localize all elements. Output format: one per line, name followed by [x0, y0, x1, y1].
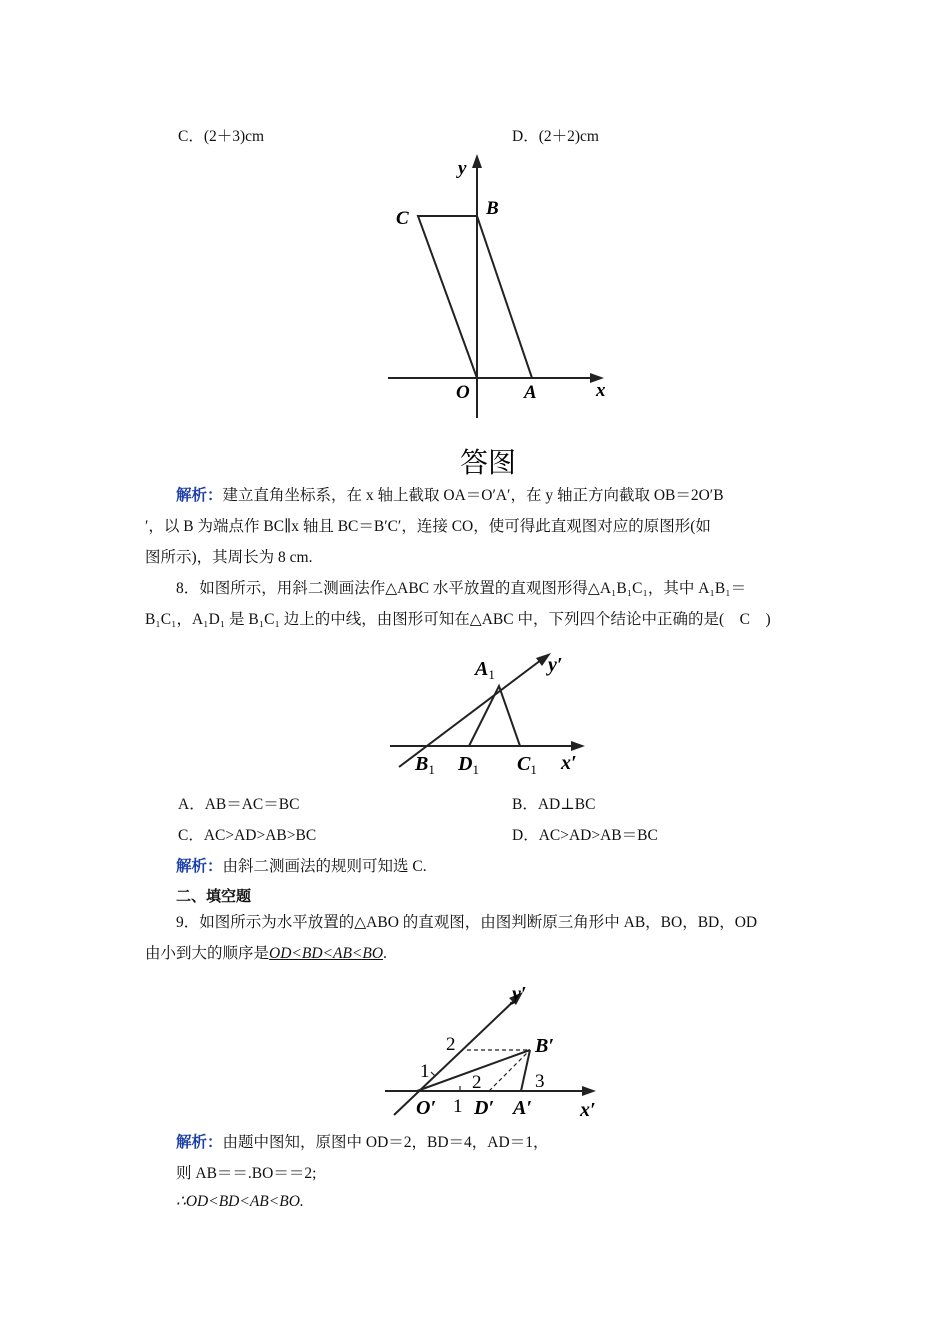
- label-c: C: [396, 208, 409, 229]
- q9-figure: [380, 975, 610, 1125]
- x-prime-arrow: [571, 741, 585, 751]
- label-d-prime: D′: [474, 1097, 495, 1119]
- label-c1: $C_1$: [517, 753, 537, 777]
- q7-solution-line2: ′，以 B 为端点作 BC∥x 轴且 BC＝B′C′，连接 CO，使可得此直观图对应的原图形(如: [145, 518, 711, 535]
- q9-line2-suffix: .: [383, 945, 387, 962]
- number-1-lower: 1: [453, 1096, 463, 1117]
- label-o: O: [456, 382, 470, 403]
- q8-option-a: A．AB＝AC＝BC: [178, 796, 300, 813]
- dashed-db: [489, 1050, 530, 1091]
- label-o-prime: O′: [416, 1097, 437, 1119]
- label-y-prime: y′: [512, 983, 527, 1005]
- q9-line2: [145, 944, 815, 964]
- label-b-prime: B′: [535, 1035, 554, 1057]
- label-b1: $B_1$: [415, 753, 435, 777]
- label-b: B: [486, 198, 499, 219]
- q7-option-c: C．(2＋3)cm: [178, 128, 265, 145]
- q9-solution-line1: [176, 1130, 548, 1152]
- q8-figure: [385, 645, 595, 785]
- q9-solution-line3: ∴OD<BD<AB<BO.: [176, 1193, 304, 1210]
- q8-option-b: B．AD⊥BC: [512, 796, 596, 813]
- q9-answer: OD<BD<AB<BO: [269, 945, 384, 962]
- q8-line1: 8．如图所示，用斜二测画法作△ABC 水平放置的直观图形得△A₁B₁C₁，其中 A₁B₁＝: [176, 580, 747, 597]
- q7-solution-line3: 图所示)，其周长为 8 cm.: [145, 549, 313, 566]
- q8-option-d: D．AC>AD>AB＝BC: [512, 827, 658, 844]
- q9-solution-line2: 则 AB＝＝.BO＝＝2;: [176, 1165, 317, 1182]
- q7-solution-text1: 建立直角坐标系，在 x 轴上截取 OA＝O′A′，在 y 轴正方向截取 OB＝2O′B: [222, 487, 724, 504]
- q8-solution: [176, 854, 427, 876]
- label-a: A: [524, 382, 537, 403]
- solution-label: 解析：: [176, 487, 223, 504]
- figure-caption: 答图: [460, 448, 517, 479]
- label-x: x: [596, 380, 606, 401]
- label-a1: $A_1$: [475, 658, 495, 682]
- q8-option-c: C．AC>AD>AB>BC: [178, 827, 317, 844]
- q9-line2-prefix: 由小到大的顺序是: [145, 945, 270, 962]
- label-d1: $D_1$: [458, 753, 479, 777]
- label-x-prime: x′: [580, 1099, 596, 1121]
- q8-solution-text: 由斜二测画法的规则可知选 C.: [222, 858, 427, 875]
- number-2-lower: 2: [472, 1072, 482, 1093]
- q9-line1: 9．如图所示为水平放置的△ABO 的直观图，由图判断原三角形中 AB，BO，BD，OD: [176, 914, 758, 931]
- y-axis-arrow: [472, 154, 482, 168]
- q7-solution-line1: [145, 486, 815, 506]
- side-ba: [521, 1050, 530, 1091]
- q9-solution-text1: 由题中图知，原图中 OD＝2，BD＝4，AD＝1，: [222, 1134, 549, 1151]
- solution-label: 解析：: [176, 1134, 223, 1151]
- x-prime-arrow: [582, 1086, 596, 1096]
- label-y: y: [458, 158, 467, 179]
- number-1-upper: 1: [420, 1061, 430, 1082]
- label-x-prime: x′: [561, 752, 577, 774]
- section-heading: 二、填空题: [176, 887, 252, 905]
- solution-label: 解析：: [176, 858, 223, 875]
- q8-line2: B₁C₁，A₁D₁ 是 B₁C₁ 边上的中线，由图形可知在△ABC 中，下列四个结论中正确的是( C ): [145, 611, 771, 628]
- label-a-prime: A′: [513, 1097, 532, 1119]
- label-y-prime: y′: [548, 654, 563, 676]
- parallelogram-oabc: [418, 216, 532, 378]
- answer-figure: [370, 150, 620, 480]
- number-3: 3: [535, 1071, 545, 1092]
- y-prime-axis: [399, 657, 545, 767]
- number-2-upper: 2: [446, 1034, 456, 1055]
- tick-y-axis: [431, 1072, 435, 1076]
- q7-option-d: D．(2＋2)cm: [512, 128, 599, 145]
- median-and-side: [469, 686, 520, 746]
